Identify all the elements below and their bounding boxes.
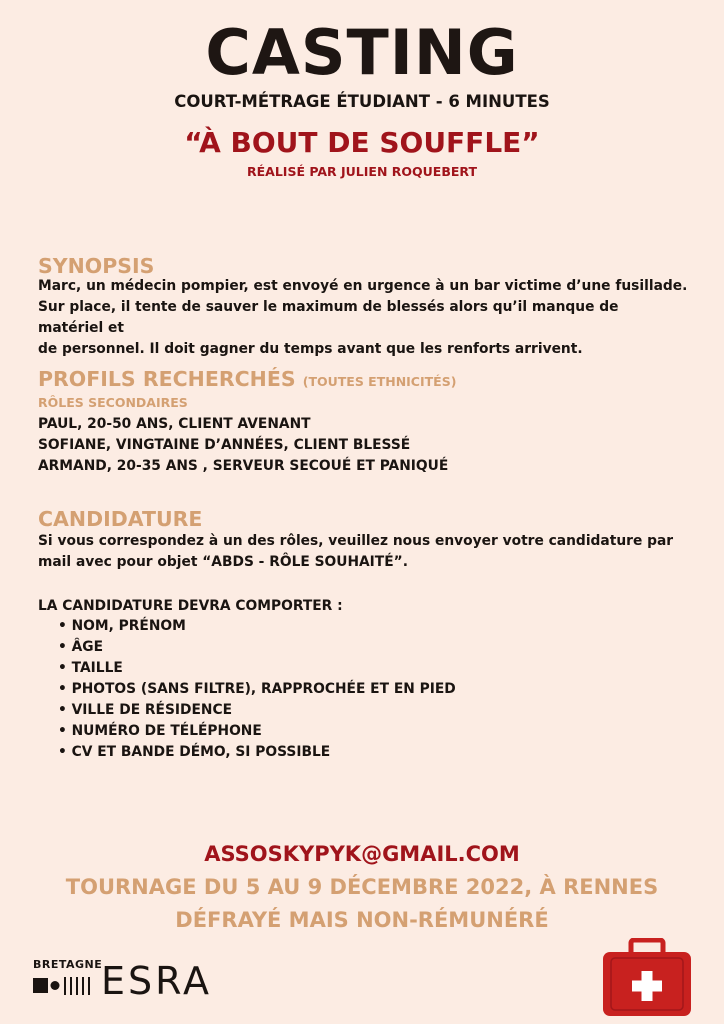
esra-logo [33, 958, 233, 1004]
synopsis-line: Marc, un médecin pompier, est envoyé en urgence à un bar victime d’une fusillade. [38, 278, 688, 294]
requirement-item: • VILLE DE RÉSIDENCE [58, 700, 456, 721]
roles-list [38, 414, 448, 477]
candidature-line [38, 552, 678, 573]
email-subject: ABDS - RÔLE SOUHAITÉ [211, 554, 394, 570]
role-name: SOFIANE [38, 437, 106, 453]
candidature-line-prefix: mail avec pour objet “ [38, 554, 212, 570]
payment-info: DÉFRAYÉ MAIS NON-RÉMUNÉRÉ [175, 908, 549, 932]
requirements-heading: LA CANDIDATURE DEVRA COMPORTER : [38, 598, 343, 614]
requirement-item: • CV ET BANDE DÉMO, SI POSSIBLE [58, 742, 456, 763]
role-item [38, 414, 448, 435]
role-item [38, 435, 448, 456]
role-desc: , 20-50 ANS, CLIENT AVENANT [77, 416, 311, 432]
logo-region: BRETAGNE [33, 958, 103, 971]
role-name: PAUL [38, 416, 78, 432]
requirement-item: • TAILLE [58, 658, 456, 679]
film-title: “À BOUT DE SOUFFLE” [184, 126, 540, 159]
role-desc: , 20-35 ANS , SERVEUR SECOUÉ ET PANIQUÉ [106, 458, 449, 474]
role-item [38, 456, 448, 477]
candidature-line-suffix: ”. [393, 554, 408, 570]
profiles-heading-note: (TOUTES ETHNICITÉS) [302, 374, 457, 389]
subtitle: COURT-MÉTRAGE ÉTUDIANT - 6 MINUTES [174, 92, 550, 111]
synopsis-heading: SYNOPSIS [38, 254, 155, 278]
director-credit: RÉALISÉ PAR JULIEN ROQUEBERT [246, 164, 477, 179]
requirement-item: • NOM, PRÉNOM [58, 616, 456, 637]
first-aid-kit-icon [603, 938, 691, 1016]
profiles-heading-label: PROFILS RECHERCHÉS [38, 367, 296, 391]
page-title: CASTING [205, 16, 519, 89]
contact-email: ASSOSKYPYK@GMAIL.COM [204, 842, 520, 866]
requirements-list [58, 616, 456, 763]
candidature-text [38, 531, 678, 573]
synopsis-text [38, 276, 688, 360]
requirement-item: • NUMÉRO DE TÉLÉPHONE [58, 721, 456, 742]
candidature-line: Si vous correspondez à un des rôles, veuillez nous envoyer votre candidature par [38, 533, 674, 549]
profiles-heading [38, 367, 456, 394]
synopsis-line: Sur place, il tente de sauver le maximum de blessés alors qu’il manque de matériel et [38, 299, 619, 336]
logo-mark-icon [33, 975, 97, 997]
role-name: ARMAND [38, 458, 107, 474]
requirement-item: • PHOTOS (SANS FILTRE), RAPPROCHÉE ET EN PIED [58, 679, 456, 700]
synopsis-line: de personnel. Il doit gagner du temps avant que les renforts arrivent. [38, 341, 583, 357]
requirement-item: • ÂGE [58, 637, 456, 658]
roles-subheading: RÔLES SECONDAIRES [38, 395, 188, 410]
candidature-heading: CANDIDATURE [38, 507, 203, 531]
shooting-dates: TOURNAGE DU 5 AU 9 DÉCEMBRE 2022, À RENNES [65, 875, 659, 899]
role-desc: , VINGTAINE D’ANNÉES, CLIENT BLESSÉ [105, 437, 411, 453]
logo-name: ESRA [101, 959, 212, 1003]
